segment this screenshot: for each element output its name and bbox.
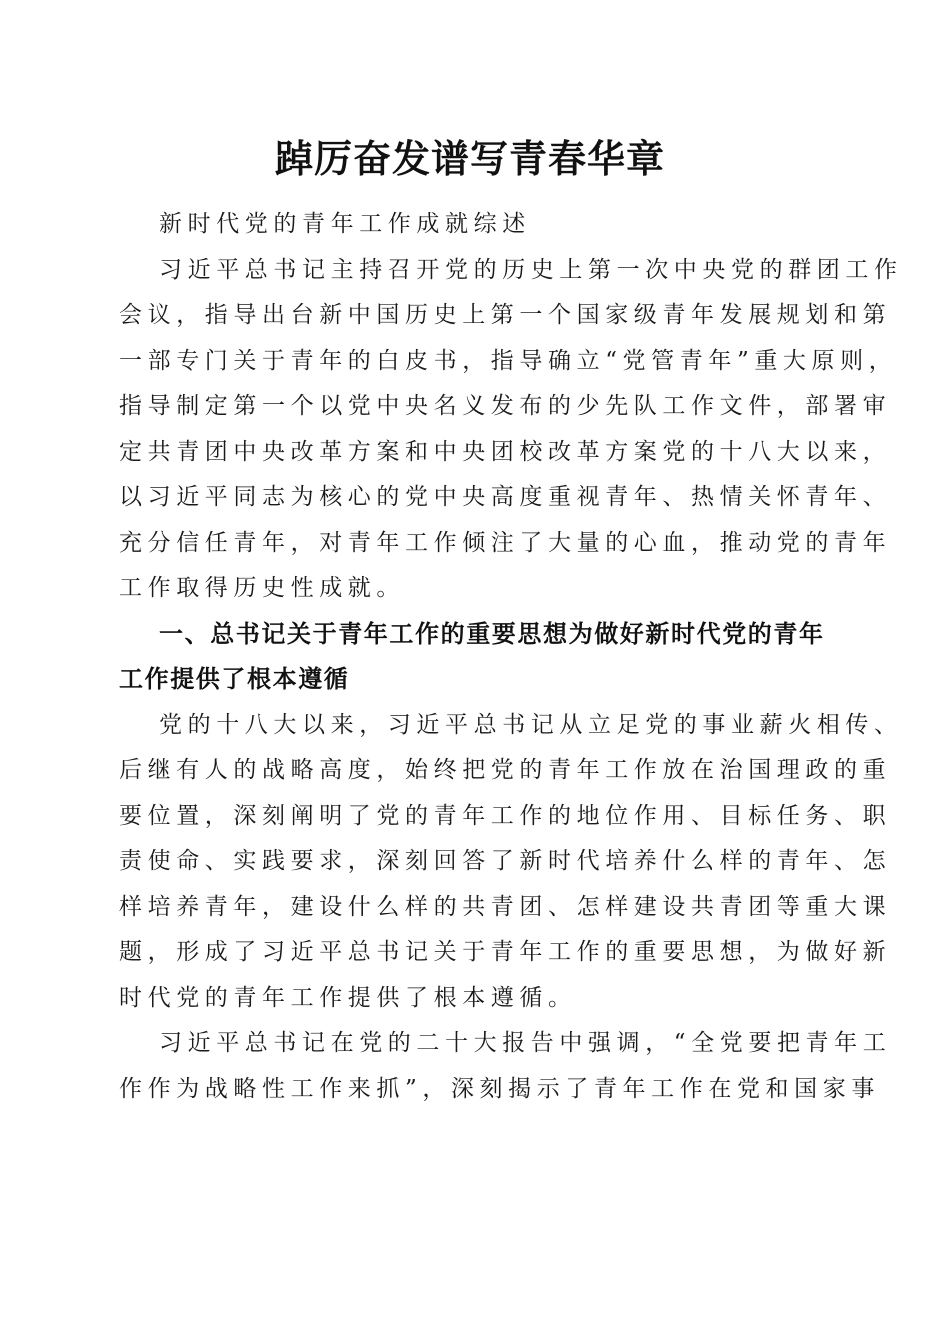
paragraph-1-line: 充分信任青年，对青年工作倾注了大量的心血，推动党的青年 bbox=[119, 529, 892, 556]
paragraph-1-line: 定共青团中央改革方案和中央团校改革方案党的十八大以来， bbox=[119, 438, 892, 465]
document-title: 踔厉奋发谱写青春华章 bbox=[274, 136, 665, 181]
document-body bbox=[119, 202, 903, 1112]
paragraph-1-line: 会议，指导出台新中国历史上第一个国家级青年发展规划和第 bbox=[119, 302, 892, 328]
paragraph-3-line: 作作为战略性工作来抓”，深刻揭示了青年工作在党和国家事 bbox=[119, 1075, 880, 1102]
paragraph-2-line: 后继有人的战略高度，始终把党的青年工作放在治国理政的重 bbox=[119, 757, 892, 783]
paragraph-1-line: 一部专门关于青年的白皮书，指导确立“党管青年”重大原则， bbox=[119, 347, 898, 374]
paragraph-1-line: 工作取得历史性成就。 bbox=[119, 575, 405, 601]
paragraph-2-line: 题，形成了习近平总书记关于青年工作的重要思想，为做好新 bbox=[119, 939, 892, 965]
paragraph-1-line: 以习近平同志为核心的党中央高度重视青年、热情关怀青年、 bbox=[119, 484, 892, 510]
paragraph-2-line: 时代党的青年工作提供了根本遵循。 bbox=[119, 984, 577, 1011]
paragraph-3-line: 习近平总书记在党的二十大报告中强调，“全党要把青年工 bbox=[159, 1030, 892, 1056]
subtitle: 新时代党的青年工作成就综述 bbox=[159, 211, 531, 237]
paragraph-2-line: 样培养青年，建设什么样的共青团、怎样建设共青团等重大课 bbox=[119, 893, 892, 920]
section-1-heading: 一、总书记关于青年工作的重要思想为做好新时代党的青年 bbox=[159, 619, 825, 648]
paragraph-2-line: 要位置，深刻阐明了党的青年工作的地位作用、目标任务、职 bbox=[119, 802, 892, 829]
paragraph-1-line: 习近平总书记主持召开党的历史上第一次中央党的群团工作 bbox=[159, 256, 903, 283]
paragraph-2-line: 党的十八大以来，习近平总书记从立足党的事业薪火相传、 bbox=[159, 711, 903, 738]
section-1-heading: 工作提供了根本遵循 bbox=[119, 665, 350, 693]
paragraph-2-line: 责使命、实践要求，深刻回答了新时代培养什么样的青年、怎 bbox=[119, 848, 892, 874]
paragraph-1-line: 指导制定第一个以党中央名义发布的少先队工作文件，部署审 bbox=[119, 393, 892, 419]
